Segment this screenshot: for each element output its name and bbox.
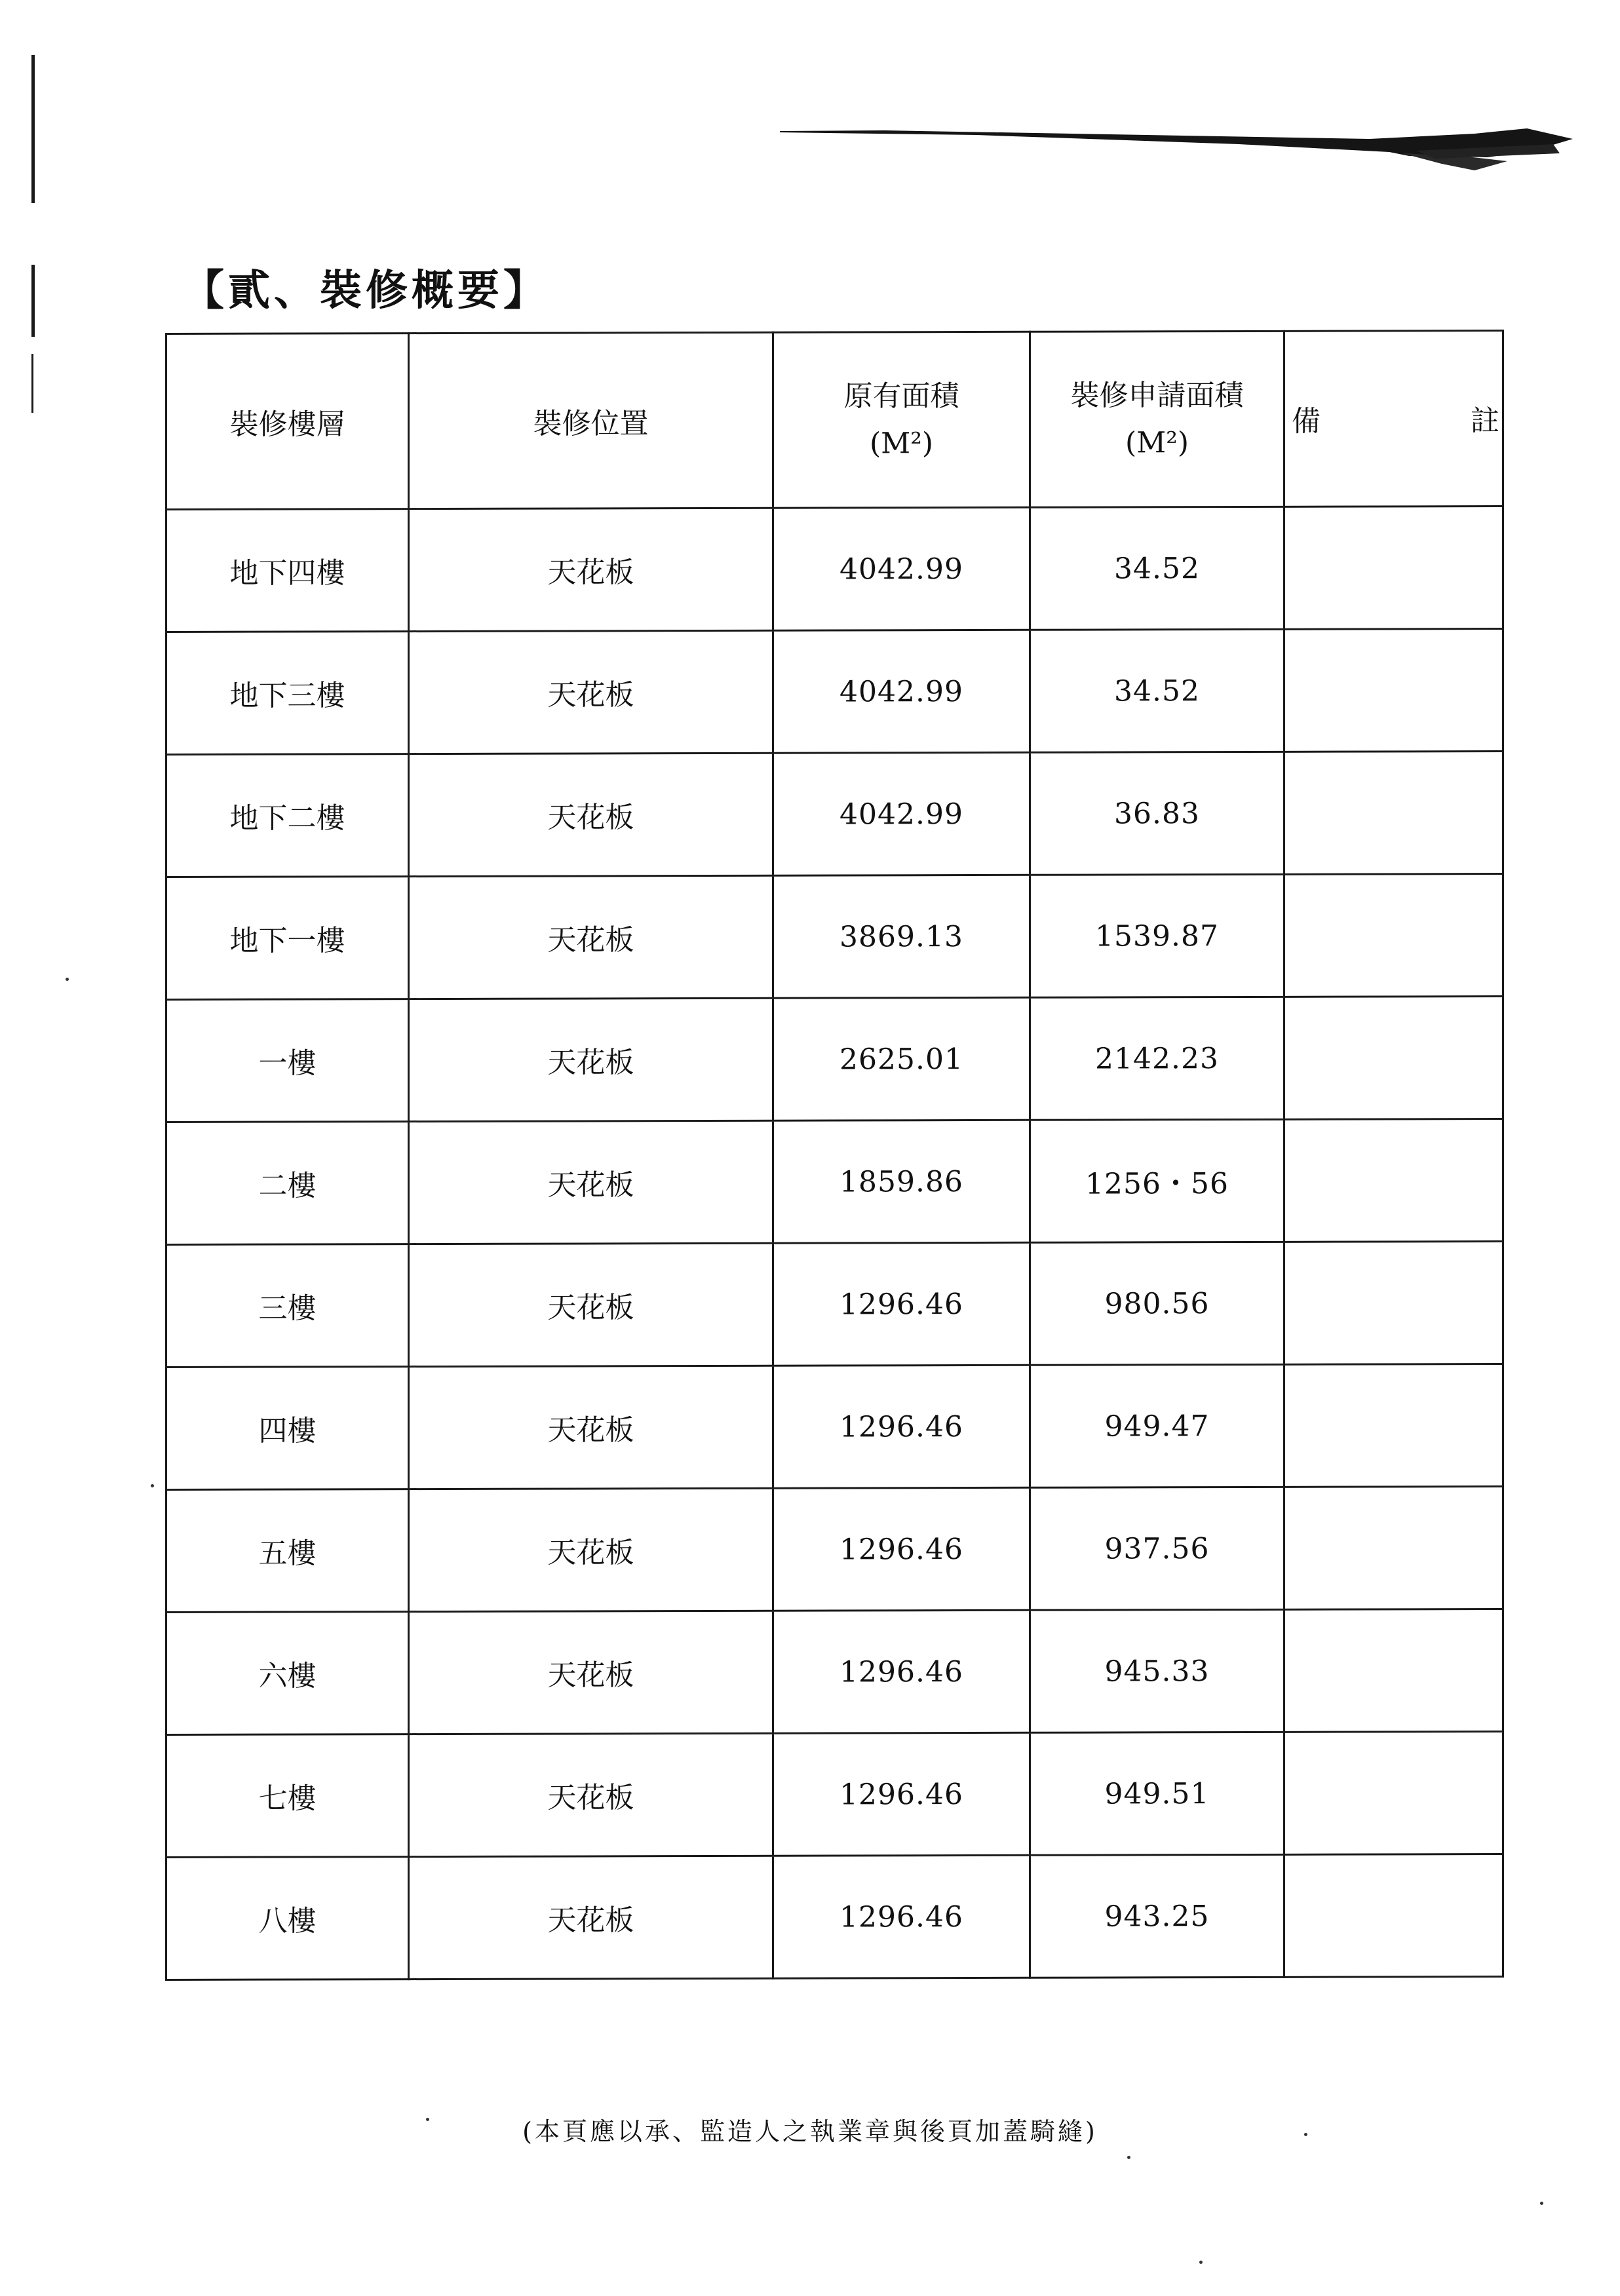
cell-remarks [1284, 874, 1503, 997]
cell-remarks [1284, 1854, 1503, 1978]
cell-floor: 八樓 [166, 1857, 409, 1980]
renovation-summary-table [165, 330, 1502, 1981]
cell-location: 天花板 [409, 1488, 773, 1611]
cell-remarks [1284, 1119, 1503, 1242]
cell-original-area: 2625.01 [773, 997, 1030, 1120]
cell-applied-area: 949.47 [1030, 1364, 1284, 1487]
cell-original-area: 1296.46 [773, 1487, 1030, 1611]
cell-applied-area: 2142.23 [1030, 997, 1284, 1120]
cell-remarks [1284, 629, 1503, 752]
footer-note: (本頁應以承、監造人之執業章與後頁加蓋騎縫) [522, 2117, 1098, 2146]
cell-location: 天花板 [409, 753, 773, 876]
cell-applied-area: 1256・56 [1030, 1119, 1284, 1242]
binding-mark [31, 105, 35, 203]
scan-speck [151, 1484, 154, 1487]
cell-location: 天花板 [409, 1366, 773, 1489]
cell-location: 天花板 [409, 508, 773, 631]
cell-applied-area: 945.33 [1030, 1609, 1284, 1732]
cell-floor: 地下三樓 [166, 632, 409, 755]
cell-location: 天花板 [409, 875, 773, 999]
cell-original-area: 1296.46 [773, 1242, 1030, 1366]
cell-floor: 地下一樓 [166, 877, 409, 1000]
table-row [166, 1854, 1503, 1980]
header-remarks-right: 註 [1471, 404, 1499, 438]
cell-applied-area: 937.56 [1030, 1487, 1284, 1610]
header-remarks [1284, 331, 1503, 507]
table-row [166, 629, 1503, 755]
header-original-area-unit: (M²) [869, 426, 934, 460]
table-header-row [166, 331, 1503, 510]
table-row [166, 1609, 1503, 1735]
scan-speck [1540, 2202, 1543, 2205]
cell-remarks [1284, 1732, 1503, 1855]
cell-original-area: 1296.46 [773, 1732, 1030, 1856]
cell-floor: 七樓 [166, 1734, 409, 1858]
cell-location: 天花板 [409, 998, 773, 1121]
header-remarks-left: 備 [1292, 404, 1321, 438]
cell-original-area: 1859.86 [773, 1120, 1030, 1243]
cell-floor: 五樓 [166, 1489, 409, 1613]
cell-remarks [1284, 1364, 1503, 1487]
cell-location: 天花板 [409, 630, 773, 754]
table-row [166, 997, 1503, 1122]
cell-remarks [1284, 507, 1503, 630]
scan-speck [426, 2118, 429, 2121]
cell-applied-area: 1539.87 [1030, 874, 1284, 997]
table-row [166, 752, 1503, 877]
binding-mark [31, 265, 35, 337]
scan-smear [780, 124, 1573, 177]
scan-speck [1127, 2156, 1130, 2159]
cell-applied-area: 34.52 [1030, 629, 1284, 752]
cell-remarks [1284, 1487, 1503, 1610]
scan-speck [66, 978, 69, 981]
header-applied-area-label: 裝修申請面積 [1070, 378, 1244, 413]
cell-remarks [1284, 752, 1503, 875]
cell-original-area: 4042.99 [773, 630, 1030, 753]
cell-original-area: 4042.99 [773, 507, 1030, 630]
header-original-area [773, 332, 1030, 508]
cell-applied-area: 943.25 [1030, 1854, 1284, 1978]
cell-location: 天花板 [409, 1856, 773, 1979]
cell-floor: 三樓 [166, 1244, 409, 1368]
cell-floor: 一樓 [166, 999, 409, 1122]
cell-original-area: 1296.46 [773, 1610, 1030, 1733]
scan-speck [1304, 2133, 1307, 2136]
table-row [166, 874, 1503, 1000]
cell-location: 天花板 [409, 1611, 773, 1734]
binding-mark [31, 354, 33, 413]
scan-speck [1199, 2261, 1203, 2264]
table-row [166, 1487, 1503, 1613]
cell-floor: 地下四樓 [166, 509, 409, 632]
table-row [166, 1119, 1503, 1245]
cell-location: 天花板 [409, 1120, 773, 1244]
cell-location: 天花板 [409, 1733, 773, 1856]
table-row [166, 1364, 1503, 1490]
table-row [166, 1732, 1503, 1858]
section-title: 【貳、裝修概要】 [182, 266, 549, 315]
header-location: 裝修位置 [409, 332, 773, 508]
cell-applied-area: 36.83 [1030, 752, 1284, 875]
cell-original-area: 1296.46 [773, 1855, 1030, 1978]
cell-applied-area: 34.52 [1030, 507, 1284, 630]
header-applied-area-unit: (M²) [1125, 425, 1189, 459]
cell-original-area: 1296.46 [773, 1365, 1030, 1488]
cell-applied-area: 980.56 [1030, 1242, 1284, 1365]
cell-floor: 六樓 [166, 1612, 409, 1735]
cell-location: 天花板 [409, 1243, 773, 1366]
cell-remarks [1284, 1609, 1503, 1732]
cell-original-area: 4042.99 [773, 752, 1030, 875]
cell-original-area: 3869.13 [773, 875, 1030, 998]
cell-remarks [1284, 997, 1503, 1120]
table-row [166, 507, 1503, 632]
cell-floor: 地下二樓 [166, 754, 409, 877]
header-applied-area [1030, 331, 1284, 507]
header-floor: 裝修樓層 [166, 334, 409, 510]
cell-floor: 四樓 [166, 1367, 409, 1490]
header-original-area-label: 原有面積 [843, 379, 959, 413]
table-row [166, 1242, 1503, 1368]
cell-applied-area: 949.51 [1030, 1732, 1284, 1855]
cell-floor: 二樓 [166, 1122, 409, 1245]
cell-remarks [1284, 1242, 1503, 1365]
